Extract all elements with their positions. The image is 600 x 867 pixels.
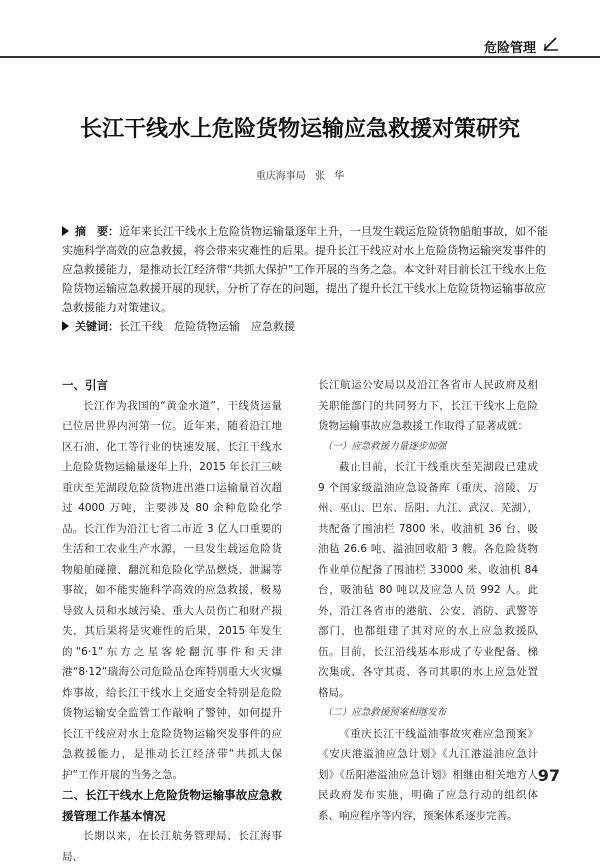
- paragraph-b: 《重庆长江干线溢油事故灾难应急预案》《安庆港溢油应急计划》《九江港溢油应急计划》《岳阳港溢油应急计划》相继由相关地方人民政府发布实施，明确了应急行动的组织体系、响应程序等内容，预案体系逐步完善。: [318, 727, 538, 822]
- triangle-bullet-icon: [62, 226, 69, 236]
- keywords-text: 长江干线 危险货物运输 应急救援: [119, 320, 295, 333]
- paragraph-a: 截止目前，长江干线重庆至芜湖段已建成 9 个国家级溢油应急设备库（重庆、涪陵、万州、巫山、巴东、岳阳、九江、武汉、芜湖），共配备了围油栏 7800 米、收油机 36 台、吸油毡 26.6 吨、溢油回收船 3 艘。各危险货物作业单位配备了围油栏 33000 米、收油机 84 台，吸油毡 80 吨以及应急人员 992 人。此外，沿江各省市的港航、公安、消防、武警等部门，也都组建了其对应的水上应急救援队伍。目前，长江沿线基本形成了专业配备、梯次集成、各守其责、各司其职的水上应急处置格局。: [318, 461, 538, 699]
- left-column: [62, 375, 282, 867]
- right-column: [318, 375, 538, 826]
- author-line: 重庆海事局 张 华: [255, 171, 345, 182]
- continued-paragraph: 长江航运公安局以及沿江各省市人民政府及相关职能部门的共同努力下，长江干线水上危险货物运输事故应急救援工作取得了显著成就：: [318, 379, 538, 432]
- intro-paragraph: 长江作为我国的“黄金水道”，干线货运量已位居世界内河第一位。近年来，随着沿江地区石油、化工等行业的快速发展，长江干线水上危险货物运输量逐年上升，2015 年长江三峡重庆至芜湖段危险货物进出港口运输量首次超过 4000 万吨，主要涉及 80 余种危险化学品。长江作为沿江七省二市近 3 亿人口重要的生活和工农业生产水源，一旦发生载运危险货物船舶碰撞、翻沉和危险化学品燃烧、泄漏等事故，如不能实施科学高效的应急救援，极易导致人员和水域污染、重大人员伤亡和财产损失，其后果将是灾难性的后果，2015 年发生的“6·1”东方之星客轮翻沉事件和天津港“8·12”瑞海公司危险品仓库特别重大火灾爆炸事故，给长江干线水上交通安全特别是危险货物运输安全监管工作敲响了警钟，如何提升长江干线应对水上危险货物运输突发事件的应急救援能力，是推动长江经济带“共抓大保护”工作开展的当务之急。: [62, 399, 282, 781]
- article-title: 长江干线水上危险货物运输应急救援对策研究: [79, 117, 520, 142]
- keywords-line: [62, 317, 556, 336]
- triangle-bullet-icon: [62, 321, 69, 331]
- header-rule: [0, 56, 600, 58]
- abstract-block: [62, 222, 556, 336]
- section-two-paragraph: 长期以来，在长江航务管理局、长江海事局、: [62, 830, 282, 863]
- subheading-a: （一）应急救援力量逐步加强: [322, 440, 447, 452]
- section-tag: 危险管理: [483, 41, 536, 56]
- abstract-label: 摘 要：: [75, 225, 119, 238]
- abstract-paragraph: [62, 222, 556, 317]
- keywords-label: 关键词：: [75, 320, 119, 333]
- abstract-text: 近年来长江干线水上危险货物运输量逐年上升，一旦发生载运危险货物船舶事故，如不能实施科学高效的应急救援，将会带来灾难性的后果。提升长江干线应对水上危险货物运输突发事件的应急救援能力，是推动长江经济带“共抓大保护”工作开展的当务之急。本文针对目前长江干线水上危险货物运输应急救援开展的现状，分析了存在的问题，提出了提升长江干线水上危险货物运输事故应急救援能力对策建议。: [62, 225, 548, 314]
- section-heading-intro: 一、引言: [62, 378, 108, 392]
- pen-edit-icon: [542, 36, 560, 52]
- section-heading-two: 二、长江干线水上危险货物运输事故应急救援管理工作基本情况: [62, 788, 282, 823]
- subheading-b: （二）应急救援预案相继发布: [322, 707, 447, 718]
- page-number: 97: [537, 766, 560, 785]
